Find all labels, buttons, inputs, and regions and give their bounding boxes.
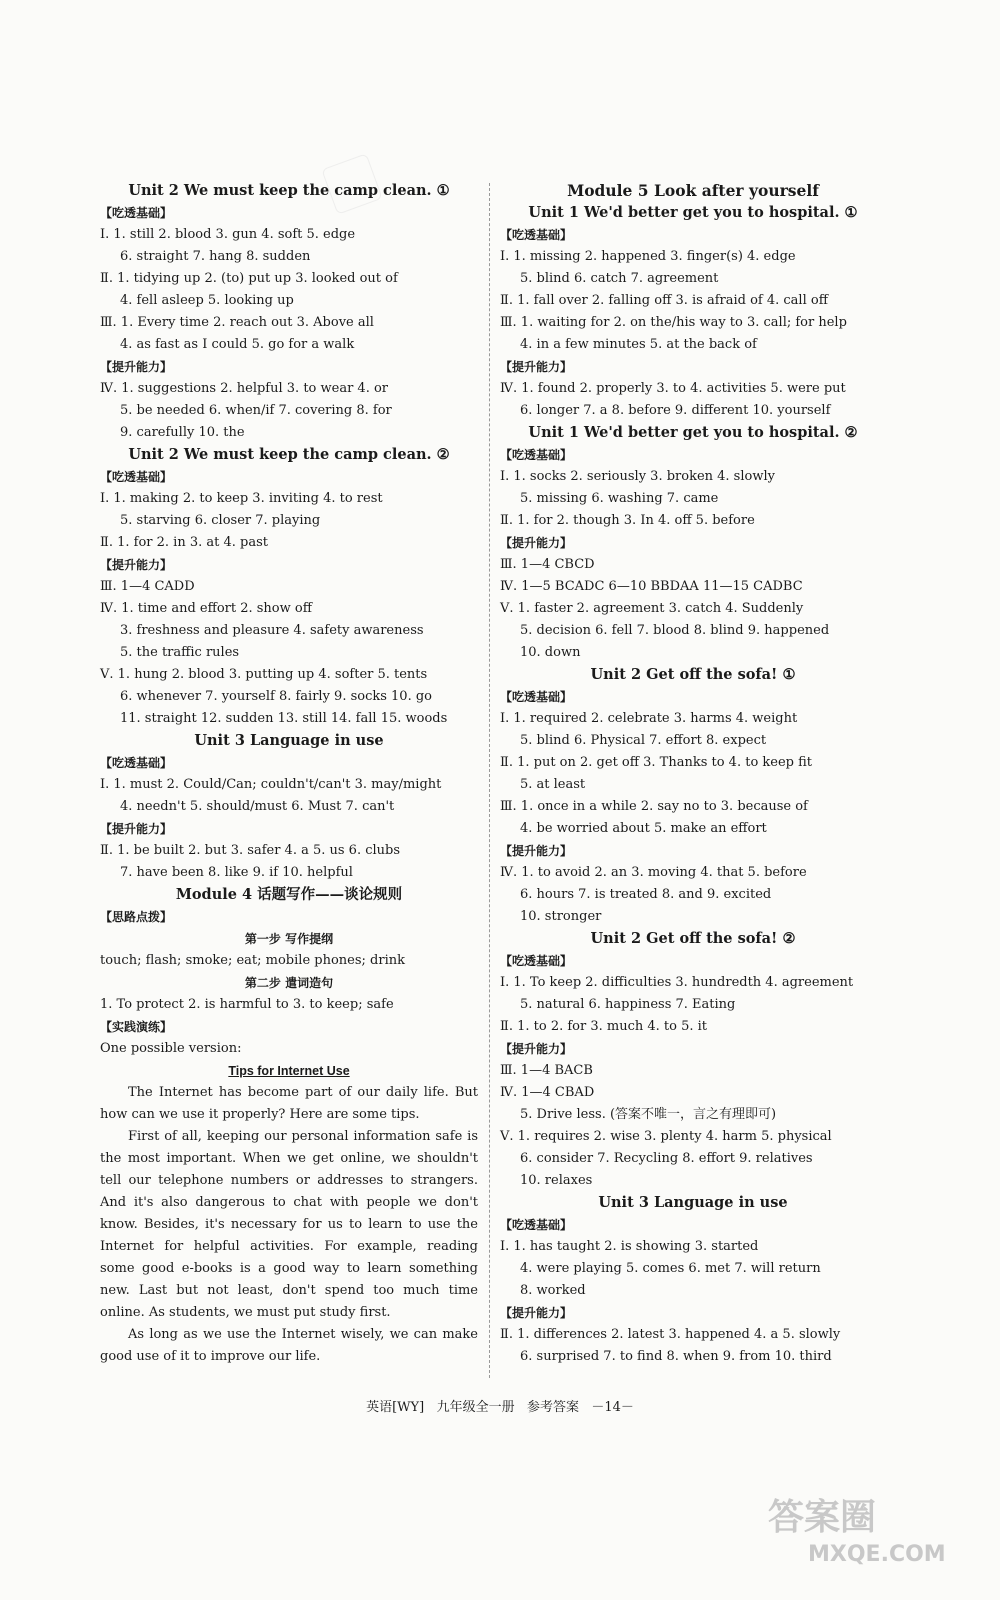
answer-line: Ⅳ. 1. suggestions 2. helpful 3. to wear 4. or (100, 381, 388, 396)
answer-line: 5. Drive less. (答案不唯一，言之有理即可) (520, 1107, 777, 1122)
section-label: 【吃透基础】 (500, 228, 573, 242)
module-title: Module 5 Look after yourself (567, 181, 819, 200)
section-label: 【提升能力】 (500, 1306, 573, 1320)
unit-title: Unit 1 We'd better get you to hospital. ② (528, 424, 858, 441)
answer-line: Ⅳ. 1. time and effort 2. show off (100, 601, 312, 616)
answer-line: Ⅰ. 1. To keep 2. difficulties 3. hundredth 4. agreement (500, 975, 854, 990)
answer-line: 5. natural 6. happiness 7. Eating (520, 997, 736, 1012)
section-label: 【提升能力】 (100, 822, 173, 836)
answer-line: Ⅱ. 1. put on 2. get off 3. Thanks to 4. to keep fit (500, 755, 813, 770)
answer-line: 10. stronger (520, 909, 602, 924)
answer-line: Ⅳ. 1—4 CBAD (500, 1085, 595, 1100)
answer-line: Ⅰ. 1. missing 2. happened 3. finger(s) 4. edge (500, 249, 796, 264)
answer-line: 8. worked (520, 1283, 586, 1298)
right-column (500, 180, 886, 1368)
answer-line: 10. down (520, 645, 581, 660)
answer-line: 3. freshness and pleasure 4. safety awareness (120, 623, 424, 638)
answer-line: 5. at least (520, 777, 586, 792)
answer-line: 1. To protect 2. is harmful to 3. to keep; safe (100, 997, 394, 1012)
section-label: 【提升能力】 (500, 536, 573, 550)
section-label: 【吃透基础】 (500, 690, 573, 704)
answer-line: Ⅱ. 1. tidying up 2. (to) put up 3. looked out of (100, 271, 398, 286)
answer-line: Ⅴ. 1. hung 2. blood 3. putting up 4. softer 5. tents (100, 667, 428, 682)
section-label: 【提升能力】 (500, 1042, 573, 1056)
section-label: 【提升能力】 (100, 558, 173, 572)
answer-line: 5. starving 6. closer 7. playing (120, 513, 321, 528)
watermark-logo: 答案圈 (768, 1497, 877, 1538)
section-label: 【吃透基础】 (100, 206, 173, 220)
answer-line: Ⅰ. 1. socks 2. seriously 3. broken 4. slowly (500, 469, 775, 484)
answer-line: 9. carefully 10. the (120, 425, 245, 440)
answer-line: 6. hours 7. is treated 8. and 9. excited (520, 887, 772, 902)
answer-line: 4. as fast as I could 5. go for a walk (120, 337, 355, 352)
section-label: 【吃透基础】 (100, 470, 173, 484)
answer-line: Ⅴ. 1. requires 2. wise 3. plenty 4. harm 5. physical (500, 1129, 832, 1144)
unit-title: Unit 3 Language in use (598, 1194, 788, 1211)
essay-paragraph: First of all, keeping our personal information safe is the most important. When we get online, we shouldn't tell our telephone numbers or addresses to strangers. And it's also dangerous to chat with people we don't know. Besides, it's necessary for us to learn to use the Internet for helpful activities. For example, reading some good e-books is a good way to learn something new. Last but not least, don't spend too much time online. As students, we must put study first. (100, 1129, 478, 1320)
section-label: 【吃透基础】 (500, 1218, 573, 1232)
answer-line: Ⅳ. 1—5 BCADC 6—10 BBDAA 11—15 CADBC (500, 579, 803, 594)
answer-line: Ⅰ. 1. must 2. Could/Can; couldn't/can't 3. may/might (100, 777, 442, 792)
answer-line: 6. longer 7. a 8. before 9. different 10. yourself (520, 403, 831, 418)
unit-title: Unit 2 We must keep the camp clean. ② (128, 446, 450, 463)
unit-title: Unit 2 We must keep the camp clean. ① (128, 182, 450, 199)
answer-line: Ⅰ. 1. required 2. celebrate 3. harms 4. weight (500, 711, 798, 726)
answer-line: Ⅱ. 1. differences 2. latest 3. happened 4. a 5. slowly (500, 1327, 841, 1342)
answer-line: 5. blind 6. Physical 7. effort 8. expect (520, 733, 767, 748)
answer-line: Ⅱ. 1. be built 2. but 3. safer 4. a 5. us 6. clubs (100, 843, 401, 858)
answer-line: 4. needn't 5. should/must 6. Must 7. can't (120, 799, 395, 814)
answer-line: touch; flash; smoke; eat; mobile phones; drink (100, 953, 405, 968)
answer-line: Ⅲ. 1—4 CADD (100, 579, 195, 594)
answer-line: 10. relaxes (520, 1173, 593, 1188)
answer-line: Ⅱ. 1. fall over 2. falling off 3. is afraid of 4. call off (500, 293, 828, 308)
section-label: 【提升能力】 (500, 844, 573, 858)
step-heading: 第二步 遣词造句 (244, 976, 334, 990)
answer-line: Ⅱ. 1. for 2. in 3. at 4. past (100, 535, 268, 550)
answer-line: 7. have been 8. like 9. if 10. helpful (120, 865, 353, 880)
answer-line: Ⅲ. 1—4 BACB (500, 1063, 593, 1078)
answer-line: 11. straight 12. sudden 13. still 14. fall 15. woods (120, 711, 448, 726)
answer-line: 4. fell asleep 5. looking up (120, 293, 294, 308)
unit-title: Unit 2 Get off the sofa! ① (590, 666, 796, 683)
section-label: 【吃透基础】 (100, 756, 173, 770)
answer-line: Ⅰ. 1. still 2. blood 3. gun 4. soft 5. edge (100, 227, 356, 242)
answer-line: 5. the traffic rules (120, 645, 240, 660)
answer-line: Ⅲ. 1. Every time 2. reach out 3. Above all (100, 315, 374, 330)
essay-title: Tips for Internet Use (228, 1064, 350, 1078)
answer-line: Ⅱ. 1. to 2. for 3. much 4. to 5. it (500, 1019, 707, 1034)
answer-line: 6. consider 7. Recycling 8. effort 9. relatives (520, 1151, 813, 1166)
answer-line: 4. be worried about 5. make an effort (520, 821, 767, 836)
answer-line: Ⅳ. 1. found 2. properly 3. to 4. activities 5. were put (500, 381, 846, 396)
answer-line: Ⅴ. 1. faster 2. agreement 3. catch 4. Suddenly (500, 601, 804, 616)
answer-line: Ⅲ. 1. once in a while 2. say no to 3. because of (500, 799, 808, 814)
answer-line: 6. straight 7. hang 8. sudden (120, 249, 311, 264)
section-label: 【提升能力】 (100, 360, 173, 374)
essay-paragraph: As long as we use the Internet wisely, we can make good use of it to improve our life. (100, 1327, 478, 1364)
section-label: 【思路点拨】 (100, 910, 173, 924)
answer-line: 6. whenever 7. yourself 8. fairly 9. socks 10. go (120, 689, 432, 704)
answer-line: One possible version: (100, 1041, 242, 1056)
unit-title: Unit 2 Get off the sofa! ② (590, 930, 796, 947)
answer-line: 5. missing 6. washing 7. came (520, 491, 719, 506)
section-label: 【提升能力】 (500, 360, 573, 374)
essay-paragraph: The Internet has become part of our daily life. But how can we use it properly? Here are some tips. (100, 1085, 478, 1122)
answer-line: Ⅳ. 1. to avoid 2. an 3. moving 4. that 5. before (500, 865, 807, 880)
answer-line: Ⅰ. 1. has taught 2. is showing 3. started (500, 1239, 759, 1254)
answer-line: 6. surprised 7. to find 8. when 9. from 10. third (520, 1349, 832, 1364)
answer-line: Ⅱ. 1. for 2. though 3. In 4. off 5. before (500, 513, 755, 528)
section-label: 【吃透基础】 (500, 448, 573, 462)
answer-line: 5. decision 6. fell 7. blood 8. blind 9. happened (520, 623, 830, 638)
unit-title: Unit 1 We'd better get you to hospital. ① (528, 204, 858, 221)
step-heading: 第一步 写作提纲 (244, 932, 334, 946)
unit-title: Unit 3 Language in use (194, 732, 384, 749)
answer-line: Ⅲ. 1. waiting for 2. on the/his way to 3. call; for help (500, 315, 847, 330)
section-label: 【吃透基础】 (500, 954, 573, 968)
answer-line: Ⅲ. 1—4 CBCD (500, 557, 595, 572)
answer-line: 4. in a few minutes 5. at the back of (520, 337, 757, 352)
answer-line: 5. be needed 6. when/if 7. covering 8. for (120, 403, 392, 418)
answer-line: 5. blind 6. catch 7. agreement (520, 271, 719, 286)
answer-line: 4. were playing 5. comes 6. met 7. will return (520, 1261, 821, 1276)
column-divider (489, 183, 490, 1378)
answer-line: Ⅰ. 1. making 2. to keep 3. inviting 4. to rest (100, 491, 383, 506)
page-footer: 英语[WY] 九年级全一册 参考答案 －14－ (366, 1400, 634, 1415)
left-column (100, 180, 478, 1368)
module-title: Module 4 话题写作——谈论规则 (175, 886, 403, 903)
section-label: 【实践演练】 (100, 1020, 173, 1034)
watermark-url: MXQE.COM (808, 1542, 946, 1567)
